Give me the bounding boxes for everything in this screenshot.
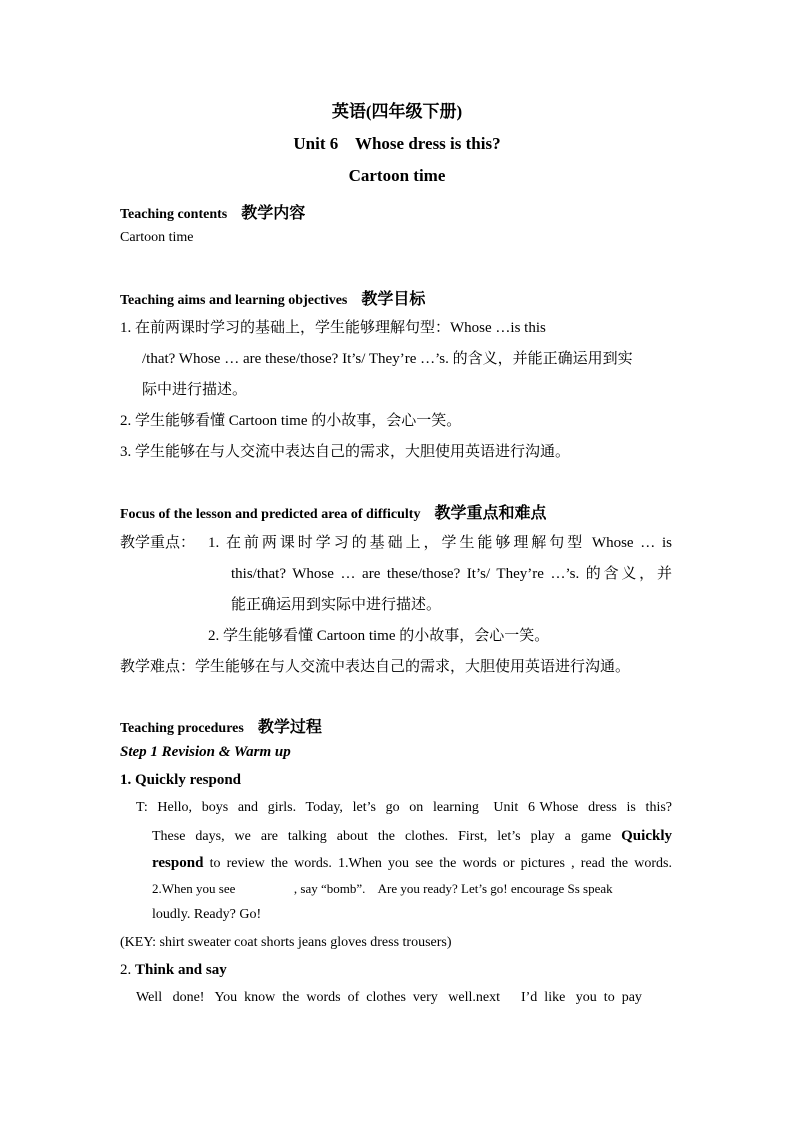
para-1-line-3-text: to review the words. 1.When you see the words or pictures , read the words. [203, 856, 672, 871]
contents-heading-en: Teaching contents [120, 207, 228, 222]
step-1-heading: Step 1 Revision & Warm up [120, 744, 291, 760]
sub-heading-quickly-respond: 1. Quickly respond [120, 772, 242, 788]
para-1-line-2-text: These days, we are talking about the clothes. First, let’s play a game [152, 829, 622, 844]
aims-item-1-line-3: 际中进行描述。 [142, 382, 248, 398]
aims-heading-en: Teaching aims and learning objectives [120, 293, 348, 308]
focus-key-2: 2. 学生能够看懂 Cartoon time 的小故事，会心一笑。 [208, 628, 550, 644]
para-1-game-name: Quickly [621, 828, 672, 844]
focus-heading-en: Focus of the lesson and predicted area of difficulty [120, 507, 421, 522]
procedures-heading [120, 714, 322, 737]
para-1-line-3 [152, 855, 672, 872]
subject-title: 英语(四年级下册) [331, 102, 463, 121]
focus-heading-cn: 教学重点和难点 [434, 505, 547, 522]
key-words-line: (KEY: shirt sweater coat shorts jeans gloves dress trousers) [120, 935, 452, 950]
sub-heading-2-number: 2. [120, 962, 135, 978]
focus-key-label: 教学重点： [120, 535, 196, 551]
para-1-line-5: loudly. Ready? Go! [152, 907, 262, 922]
para-1-line-1: T: Hello, boys and girls. Today, let’s go on learning Unit 6 Whose dress is this? [136, 800, 672, 815]
procedures-heading-cn: 教学过程 [257, 719, 322, 736]
sub-heading-2-text: Think and say [135, 962, 227, 978]
focus-key-1-line-1: 1. 在前两课时学习的基础上，学生能够理解句型 Whose … is [208, 535, 672, 551]
aims-item-1-line-1: 1. 在前两课时学习的基础上，学生能够理解句型：Whose …is this [120, 320, 546, 336]
sub-heading-think-and-say [120, 962, 227, 979]
aims-item-1-line-2: /that? Whose … are these/those? It’s/ They’re …’s. 的含义，并能正确运用到实 [142, 351, 633, 367]
contents-heading-cn: 教学内容 [241, 205, 306, 222]
para-2-line-1: Well done! You know the words of clothes very well.next I’d like you to pay [136, 990, 642, 1005]
lesson-title: Cartoon time [348, 166, 446, 185]
aims-heading-cn: 教学目标 [361, 291, 426, 308]
para-1-line-2 [152, 828, 672, 845]
aims-item-3: 3. 学生能够在与人交流中表达自己的需求，大胆使用英语进行沟通。 [120, 444, 571, 460]
focus-key-1-line-3: 能正确运用到实际中进行描述。 [231, 597, 442, 613]
focus-difficulty: 教学难点：学生能够在与人交流中表达自己的需求，大胆使用英语进行沟通。 [120, 659, 631, 675]
procedures-heading-en: Teaching procedures [120, 721, 244, 736]
para-1-game-name-cont: respond [152, 855, 204, 871]
contents-heading [120, 200, 305, 223]
contents-text: Cartoon time [120, 230, 194, 245]
aims-item-2: 2. 学生能够看懂 Cartoon time 的小故事，会心一笑。 [120, 413, 462, 429]
aims-heading [120, 286, 425, 309]
focus-heading [120, 500, 547, 523]
focus-key-1-line-2: this/that? Whose … are these/those? It’s/ They’re …’s. 的含义，并 [231, 566, 672, 582]
unit-title: Unit 6 Whose dress is this? [293, 134, 501, 153]
para-1-line-4: 2.When you see , say “bomb”. Are you ready? Let’s go! encourage Ss speak [152, 881, 613, 896]
